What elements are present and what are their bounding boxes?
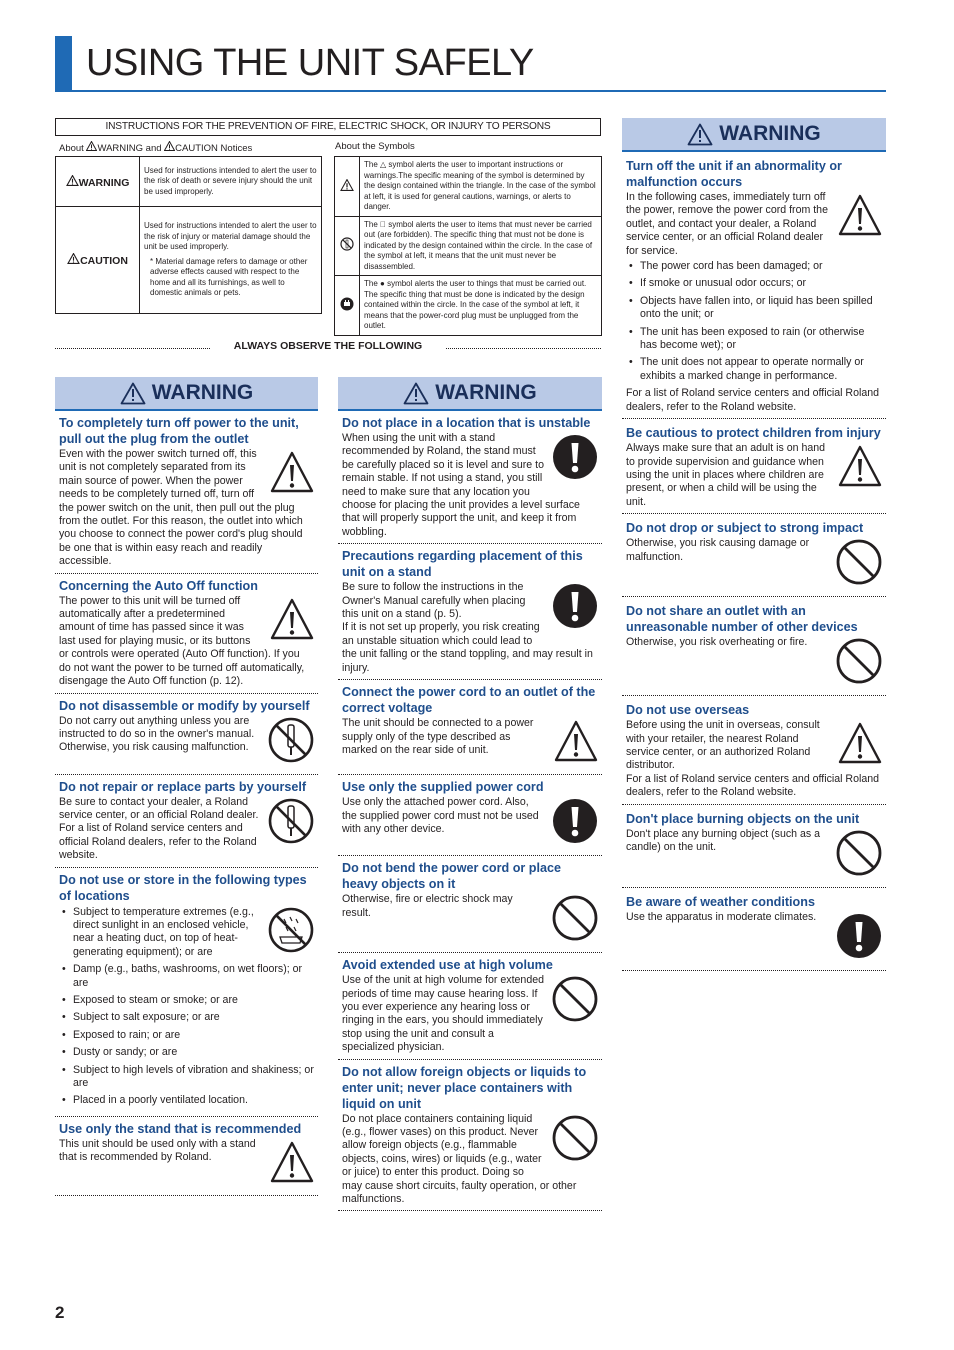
symbol-unplug-cell: [335, 276, 360, 336]
warning-triangle-icon: [66, 175, 79, 186]
section-text: Otherwise, you risk overheating or fire.: [626, 636, 808, 649]
symbol-row-triangle: [335, 157, 602, 217]
unplug-icon: [340, 297, 354, 311]
symbol-row-unplug: [335, 276, 602, 336]
section-title: Do not use overseas: [626, 703, 750, 718]
notice-caution-cell: [140, 207, 322, 314]
warning-column-2: [338, 377, 602, 1211]
section-text: This unit should be used only with a stand that is recommended by Roland.: [59, 1137, 256, 1164]
warning-header: [338, 377, 602, 411]
prohibition-icon: [552, 895, 598, 946]
caution-icon: [270, 1140, 314, 1189]
section-title: Be cautious to protect children from injury: [626, 426, 881, 441]
warning-section: [55, 694, 318, 775]
section-text: In the following cases, immediately turn off the power, remove the power cord from the outlet, and contact your dealer, a Roland service center, or an official Roland dealer for service.: [626, 191, 828, 257]
warning-section: [622, 514, 886, 597]
symbol-triangle-cell: [335, 157, 360, 217]
title-accent-bar: [55, 36, 72, 92]
section-title: Do not bend the power cord or place heavy objects on it: [342, 861, 562, 892]
observe-dots-left: [55, 348, 210, 349]
warning-header: [622, 118, 886, 152]
notice-caution-text: Used for instructions intended to alert the user to the risk of injury or material damage should the unit be used improperly.: [144, 221, 317, 252]
warning-header-triangle-icon: [120, 382, 146, 405]
notices-label-about: About: [59, 143, 84, 154]
list-item: • The unit does not appear to operate normally or exhibits a marked change in performance.: [640, 356, 882, 383]
section-title: Be aware of weather conditions: [626, 894, 815, 909]
section-text: Even with the power switch turned off, this unit is not completely separated from its main source of power. When the power needs to be completely turned off, turn off the power switch on the unit, then pull out the plug from the outlet. For this reason, the outlet into which you choose to connect the power cord's plug should be one that is within easy reach and readily accessible.: [59, 448, 303, 568]
symbols-label: About the Symbols: [335, 141, 415, 152]
notice-warning-text: Used for instructions intended to alert the user to the risk of death or severe injury should the unit be used improperly.: [140, 157, 322, 207]
list-item: • Subject to temperature extremes (e.g., direct sunlight in an enclosed vehicle, near a heating duct, on top of heat-generating equipment); or are: [73, 906, 314, 960]
symbols-table: [334, 156, 602, 336]
warning-column-1: [55, 377, 318, 1196]
warning-section: [622, 419, 886, 514]
warning-section: [622, 696, 886, 804]
warning-section: [338, 544, 602, 680]
mandatory-icon: [552, 434, 598, 485]
list-item: • The power cord has been damaged; or: [640, 260, 882, 273]
symbol-prohibition-text: The ⃠ symbol alerts the user to items that must never be carried out (are forbidden). The specific thing that must not be done is indicated by the design contained within the circle. In the case of the symbol at left, it means that the unit must never be disassembled.: [360, 216, 602, 276]
warning-section: [338, 775, 602, 856]
warning-section: [622, 597, 886, 696]
section-title: Do not repair or replace parts by yourself: [59, 779, 307, 794]
section-title: Do not use or store in the following types of locations: [59, 872, 307, 903]
notice-caution-label-cell: [56, 207, 140, 314]
mandatory-icon: [836, 913, 882, 964]
section-text: When using the unit with a stand recommended by Roland, the stand must be carefully placed so it is level and sure to remain stable. If not using a stand, you still need to make sure that any location you choose for placing the unit provides a level surface that will properly support the unit, and keep it from wobbling.: [342, 432, 580, 538]
caution-icon: [838, 193, 882, 242]
caution-triangle-icon: [164, 141, 175, 151]
section-title: Do not allow foreign objects or liquids to enter unit; never place containers with liquid on unit: [342, 1064, 587, 1111]
section-title: Use only the stand that is recommended: [59, 1121, 302, 1136]
prohibition-icon: [552, 976, 598, 1027]
warning-section: [55, 868, 318, 1117]
no-disassemble-icon: [268, 798, 314, 849]
no-disassemble-icon: [268, 717, 314, 768]
section-text: Do not carry out anything unless you are instructed to do so in the owner's manual. Otherwise, you risk causing malfunction.: [59, 714, 255, 754]
caution-icon: [270, 597, 314, 646]
warning-column-3: [622, 118, 886, 971]
section-list: [626, 260, 882, 383]
warning-header-label: WARNING: [435, 381, 537, 404]
notices-label-warning: WARNING and: [97, 143, 162, 154]
section-text: Always make sure that an adult is on hand to provide supervision and guidance when using the unit in places where children are present, or when a child will be using the unit.: [626, 442, 826, 508]
notices-label: [59, 141, 252, 154]
section-text: Be sure to follow the instructions in the Owner's Manual carefully when placing this unit on a stand (p. 5).: [342, 581, 526, 621]
section-title: Don't place burning objects on the unit: [626, 811, 860, 826]
list-item: • Subject to salt exposure; or are: [73, 1011, 314, 1024]
triangle-icon: [340, 179, 354, 191]
section-text: Use the apparatus in moderate climates.: [626, 910, 817, 923]
section-text: Don't place any burning object (such as a candle) on the unit.: [626, 827, 821, 853]
warning-section: [338, 680, 602, 775]
section-text: Use only the attached power cord. Also, the supplied power cord must not be used with any other device.: [342, 796, 539, 835]
list-item: • Damp (e.g., baths, washrooms, on wet floors); or are: [73, 963, 314, 990]
warning-section: [622, 152, 886, 419]
list-item: • Subject to high levels of vibration and shakiness; or are: [73, 1064, 314, 1091]
mandatory-icon: [552, 798, 598, 849]
warning-section: [55, 411, 318, 574]
caution-icon: [554, 719, 598, 768]
caution-icon: [838, 721, 882, 770]
list-item: • Objects have fallen into, or liquid has been spilled onto the unit; or: [640, 295, 882, 322]
always-observe: [55, 340, 601, 352]
notice-warning-label-cell: [56, 157, 140, 207]
section-list: [59, 906, 314, 1108]
notices-label-caution: CAUTION Notices: [175, 143, 253, 154]
section-title: Do not drop or subject to strong impact: [626, 521, 864, 536]
page-title: USING THE UNIT SAFELY: [86, 42, 534, 84]
section-title: Turn off the unit if an abnormality or malfunction occurs: [626, 159, 842, 189]
prohibition-icon: [836, 830, 882, 881]
notice-caution-note: * Material damage refers to damage or other adverse effects caused with respect to the home and all its furnishings, as well to domestic animals or pets.: [150, 256, 308, 298]
section-text: Before using the unit in overseas, consult with your retailer, the nearest Roland service center, or an authorized Roland distributor.: [626, 719, 820, 772]
notice-row-caution: [56, 207, 322, 314]
warning-section: [338, 856, 602, 953]
section-text: The power to this unit will be turned off automatically after a predetermined amount of time has passed since it was last used for playing music, or its buttons or controls were operated (Auto Off function). If you do not want the power to be turned off automatically, disengage the Auto Off function (p. 12).: [59, 594, 305, 688]
warning-section: [55, 775, 318, 868]
section-title: To completely turn off power to the unit, pull out the plug from the outlet: [59, 416, 299, 446]
warning-header-label: WARNING: [719, 122, 821, 145]
section-text: Otherwise, fire or electric shock may result.: [342, 893, 513, 919]
caution-icon: [270, 450, 314, 499]
warning-header: [55, 377, 318, 411]
section-text-secondary: For a list of Roland service centers and official Roland dealers, refer to the Roland website.: [626, 772, 880, 799]
mandatory-icon: [552, 583, 598, 634]
notice-caution-label: CAUTION: [80, 255, 128, 268]
list-item: • Exposed to steam or smoke; or are: [73, 994, 314, 1007]
warning-header-triangle-icon: [687, 123, 713, 146]
warning-section: [338, 953, 602, 1059]
list-item: • Placed in a poorly ventilated location.: [73, 1094, 314, 1107]
section-title: Use only the supplied power cord: [342, 780, 544, 795]
section-text: Do not place containers containing liquid (e.g., flower vases) on this product. Never allow foreign objects (e.g., flammable objects, coins, wires) or liquids (e.g., water or juice) to enter this product. Doing so may cause short circuits, faulty operation, or other malfunctions.: [342, 1112, 577, 1205]
section-text-secondary: For a list of Roland service centers and official Roland dealers, refer to the Roland website.: [626, 387, 880, 413]
section-title: Do not place in a location that is unstable: [342, 416, 591, 430]
notices-table: [55, 156, 322, 314]
prohibition-icon: [836, 539, 882, 590]
section-title: Precautions regarding placement of this unit on a stand: [342, 549, 583, 580]
title-rule: [55, 90, 886, 92]
warning-header-label: WARNING: [151, 381, 254, 404]
warning-section: [55, 574, 318, 694]
warning-section: [338, 1060, 602, 1212]
page-number: 2: [55, 1303, 65, 1322]
notice-row-warning: [56, 157, 322, 207]
section-title: Do not share an outlet with an unreasonable number of other devices: [626, 604, 858, 635]
notice-warning-label: WARNING: [78, 176, 130, 189]
warning-section: [622, 888, 886, 971]
warning-section: [622, 805, 886, 888]
list-item: • If smoke or unusual odor occurs; or: [640, 277, 882, 290]
prohibition-icon: [836, 638, 882, 689]
instructions-heading: INSTRUCTIONS FOR THE PREVENTION OF FIRE, ELECTRIC SHOCK, OR INJURY TO PERSONS: [55, 118, 601, 136]
section-text: Otherwise, you risk causing damage or malfunction.: [626, 537, 810, 563]
list-item: • Dusty or sandy; or are: [73, 1046, 314, 1059]
symbol-row-prohibition: [335, 216, 602, 276]
observe-dots-right: [446, 348, 601, 349]
always-observe-text: ALWAYS OBSERVE THE FOLLOWING: [233, 340, 423, 352]
symbol-prohibition-cell: [335, 216, 360, 276]
section-text: Be sure to contact your dealer, a Roland service center, or an official Roland dealer.: [59, 795, 259, 821]
caution-triangle-icon: [67, 253, 80, 264]
section-title: Connect the power cord to an outlet of the correct voltage: [342, 685, 596, 716]
section-title: Do not disassemble or modify by yourself: [59, 698, 310, 713]
warning-triangle-icon: [86, 141, 97, 151]
section-title: Concerning the Auto Off function: [59, 578, 258, 593]
prohibition-icon: [340, 237, 354, 251]
list-item: • Exposed to rain; or are: [73, 1029, 314, 1042]
section-title: Avoid extended use at high volume: [342, 958, 553, 973]
symbol-triangle-text: The △ symbol alerts the user to important instructions or warnings.The specific meaning of the symbol is determined by the design contained within the triangle. In the case of the symbol at left, it is used for general cautions, warnings, or alerts to danger.: [360, 157, 602, 217]
section-text: Use of the unit at high volume for extended periods of time may cause hearing loss. If you ever experience any hearing loss or ringing in the ears, you should immediately stop using the unit and consult a specialized physician.: [342, 974, 544, 1054]
prohibition-icon: [552, 1115, 598, 1166]
warning-header-triangle-icon: [403, 382, 429, 405]
section-text-secondary: For a list of Roland service centers and official Roland dealers, refer to the Roland website.: [59, 822, 257, 862]
section-text-secondary: If it is not set up properly, you risk creating an unstable situation which could lead to the unit falling or the stand toppling, and may result in injury.: [342, 621, 593, 674]
section-text: The unit should be connected to a power supply only of the type described as marked on the rear side of unit.: [342, 717, 534, 756]
warning-section: [55, 1117, 318, 1196]
caution-icon: [838, 444, 882, 493]
list-item: • The unit has been exposed to rain (or otherwise has become wet); or: [640, 326, 882, 353]
warning-section: [338, 411, 602, 544]
symbol-unplug-text: The ● symbol alerts the user to things that must be carried out. The specific thing that must be done is indicated by the design contained within the circle. In the case of the symbol at left, it means that the power-cord plug must be unplugged from the outlet.: [360, 276, 602, 336]
